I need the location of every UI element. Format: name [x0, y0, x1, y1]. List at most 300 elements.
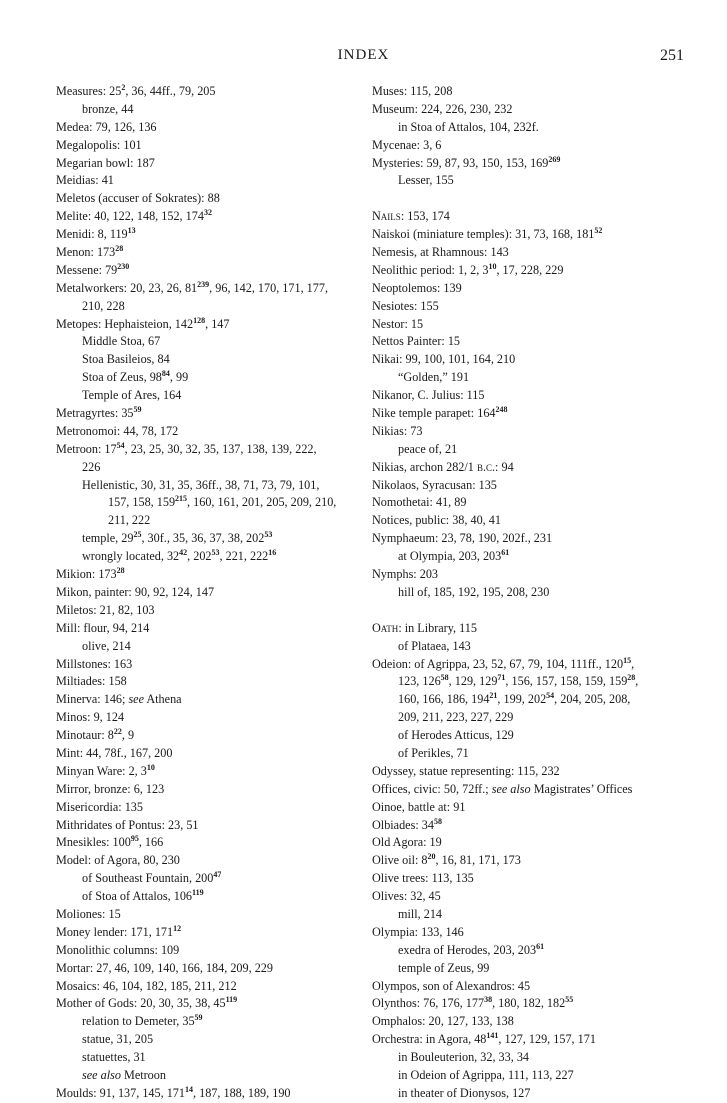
footnote-ref: 13 — [127, 226, 136, 236]
index-subentry — [372, 673, 702, 691]
entry-text: of Southeast Fountain, 200 — [82, 871, 214, 886]
index-entry — [56, 745, 361, 763]
footnote-ref: 230 — [117, 261, 130, 271]
entry-text: in Odeion of Agrippa, 111, 113, 227 — [398, 1067, 574, 1082]
entry-text: Mnesikles: 100 — [56, 835, 131, 850]
entry-text: in Bouleuterion, 32, 33, 34 — [398, 1050, 530, 1065]
footnote-ref: 53 — [264, 530, 273, 540]
entry-text: , 129, 129 — [448, 674, 498, 689]
entry-text: Mill: flour, 94, 214 — [56, 620, 150, 635]
entry-text: Model: of Agora, 80, 230 — [56, 853, 180, 868]
footnote-ref: 28 — [115, 244, 124, 254]
index-entry — [372, 1031, 702, 1049]
entry-text: , 156, 157, 158, 159, 159 — [505, 674, 628, 689]
index-entry — [56, 960, 361, 978]
page-header — [0, 44, 727, 70]
index-entry — [372, 477, 702, 495]
index-entry — [56, 834, 361, 852]
index-entry — [372, 978, 702, 996]
index-entry — [372, 817, 702, 835]
footnote-ref: 54 — [546, 691, 555, 701]
index-entry — [372, 799, 702, 817]
index-subentry — [56, 1013, 361, 1031]
entry-text: peace of, 21 — [398, 441, 458, 456]
index-entry — [372, 852, 702, 870]
entry-text: statuettes, 31 — [82, 1050, 146, 1065]
footnote-ref: 10 — [146, 762, 155, 772]
index-entry — [372, 566, 702, 584]
entry-text: Messene: 79 — [56, 262, 118, 277]
index-entry — [56, 280, 361, 298]
section-gap — [372, 602, 702, 620]
index-entry — [56, 1085, 361, 1103]
entry-text: 123, 126 — [398, 674, 441, 689]
footnote-ref: 95 — [130, 834, 139, 844]
entry-text: Measures: 25 — [56, 84, 122, 98]
index-subentry — [372, 1049, 702, 1067]
index-entry — [372, 333, 702, 351]
index-entry — [56, 817, 361, 835]
index-entry — [372, 137, 702, 155]
footnote-ref: 47 — [213, 870, 222, 880]
index-subentry — [372, 638, 702, 656]
entry-text: Moliones: 15 — [56, 906, 121, 921]
entry-text: Olbiades: 34 — [372, 817, 434, 832]
footnote-ref: 61 — [536, 941, 545, 951]
index-subentry — [56, 298, 361, 316]
footnote-ref: 20 — [427, 852, 436, 862]
index-subentry — [372, 441, 702, 459]
page-title: INDEX — [337, 47, 390, 63]
entry-text: , 9 — [121, 728, 135, 743]
entry-text: Metopes: Hephaisteion, 142 — [56, 316, 194, 331]
index-entry — [372, 387, 702, 405]
entry-text: Nettos Painter: 15 — [372, 334, 461, 349]
index-entry — [372, 781, 702, 799]
entry-text: Nymphaeum: 23, 78, 190, 202f., 231 — [372, 531, 553, 546]
entry-text: in theater of Dionysos, 127 — [398, 1085, 531, 1100]
entry-text: Mithridates of Pontus: 23, 51 — [56, 817, 199, 832]
index-subentry — [372, 960, 702, 978]
index-entry — [56, 172, 361, 190]
cross-reference: see also — [82, 1067, 121, 1082]
footnote-ref: 119 — [192, 888, 204, 898]
entry-text: Lesser, 155 — [398, 173, 454, 188]
index-entry — [372, 83, 702, 101]
index-entry — [56, 119, 361, 137]
index-entry — [56, 262, 361, 280]
entry-text: Meidias: 41 — [56, 173, 114, 188]
entry-text: in Stoa of Attalos, 104, 232f. — [398, 119, 539, 134]
small-caps-text: Oath — [372, 620, 399, 635]
footnote-ref: 71 — [497, 673, 506, 683]
footnote-ref: 14 — [185, 1084, 193, 1094]
entry-text: at Olympia, 203, 203 — [398, 549, 502, 564]
footnote-ref: 28 — [116, 566, 125, 576]
index-entry — [372, 995, 702, 1013]
entry-text: Minotaur: 8 — [56, 728, 114, 743]
index-entry — [56, 244, 361, 262]
index-entry — [56, 942, 361, 960]
footnote-ref: 58 — [433, 816, 442, 826]
index-subentry — [56, 333, 361, 351]
index-entry — [56, 924, 361, 942]
entry-text: Nemesis, at Rhamnous: 143 — [372, 245, 509, 260]
entry-text: Mosaics: 46, 104, 182, 185, 211, 212 — [56, 978, 237, 993]
entry-text: Metragyrtes: 35 — [56, 406, 134, 421]
index-entry — [372, 226, 702, 244]
footnote-ref: 12 — [173, 923, 182, 933]
entry-text: Mikon, painter: 90, 92, 124, 147 — [56, 584, 215, 599]
entry-text: , 99 — [169, 370, 189, 385]
entry-text: statue, 31, 205 — [82, 1032, 154, 1047]
index-subentry — [56, 369, 361, 387]
index-column-left — [56, 83, 361, 1103]
index-subentry — [372, 942, 702, 960]
entry-text: Hellenistic, 30, 31, 35, 36ff., 38, 71, 73, 79, 101, — [82, 477, 320, 492]
index-entry — [372, 280, 702, 298]
entry-text: , 204, 205, 208, — [554, 692, 631, 707]
entry-text: , — [631, 656, 635, 671]
index-entry — [56, 995, 361, 1013]
footnote-ref: 239 — [197, 279, 210, 289]
entry-text: Offices, civic: 50, 72ff.; — [372, 781, 492, 796]
index-entry — [372, 834, 702, 852]
entry-text: of Plataea, 143 — [398, 638, 471, 653]
entry-text: bronze, 44 — [82, 101, 134, 116]
index-entry — [56, 673, 361, 691]
index-subentry — [372, 548, 702, 566]
entry-text: Nikolaos, Syracusan: 135 — [372, 477, 497, 492]
entry-text: Nomothetai: 41, 89 — [372, 495, 467, 510]
index-subentry — [372, 119, 702, 137]
entry-text: Metroon: 17 — [56, 441, 117, 456]
entry-text: Odyssey, statue representing: 115, 232 — [372, 763, 560, 778]
index-entry — [372, 459, 702, 477]
entry-text: Middle Stoa, 67 — [82, 334, 161, 349]
entry-text: Naiskoi (miniature temples): 31, 73, 168, 181 — [372, 227, 595, 242]
footnote-ref: 84 — [161, 369, 170, 379]
entry-text: exedra of Herodes, 203, 203 — [398, 942, 537, 957]
entry-text: Meletos (accuser of Sokrates): 88 — [56, 191, 220, 206]
footnote-ref: 54 — [116, 440, 125, 450]
entry-text: Mycenae: 3, 6 — [372, 137, 442, 152]
index-entry — [56, 405, 361, 423]
entry-text: , — [635, 674, 639, 689]
entry-text: Moulds: 91, 137, 145, 171 — [56, 1085, 185, 1100]
entry-text: Minerva: 146; — [56, 692, 129, 707]
index-subentry — [56, 1031, 361, 1049]
entry-text: Menon: 173 — [56, 245, 116, 260]
index-entry — [372, 316, 702, 334]
index-subentry — [56, 512, 361, 530]
entry-text: , 202 — [187, 549, 212, 564]
footnote-ref: 15 — [623, 655, 632, 665]
index-subentry — [56, 387, 361, 405]
index-entry — [372, 494, 702, 512]
footnote-ref: 10 — [488, 261, 497, 271]
index-entry — [56, 781, 361, 799]
footnote-ref: 59 — [194, 1013, 203, 1023]
entry-text: , 30f., 35, 36, 37, 38, 202 — [141, 531, 265, 546]
index-subentry — [56, 1067, 361, 1085]
entry-text: , 221, 222 — [219, 549, 269, 564]
entry-text: relation to Demeter, 35 — [82, 1014, 195, 1029]
entry-text: , 147 — [205, 316, 230, 331]
index-entry — [56, 602, 361, 620]
footnote-ref: 22 — [113, 727, 122, 737]
footnote-ref: 32 — [203, 208, 212, 218]
index-entry — [56, 620, 361, 638]
index-subentry — [56, 888, 361, 906]
entry-text: 209, 211, 223, 227, 229 — [398, 710, 514, 725]
index-entry — [56, 190, 361, 208]
entry-text: Temple of Ares, 164 — [82, 388, 182, 403]
index-entry — [56, 316, 361, 334]
entry-text: Nikanor, C. Julius: 115 — [372, 388, 485, 403]
entry-text: Minos: 9, 124 — [56, 710, 125, 725]
entry-text: hill of, 185, 192, 195, 208, 230 — [398, 584, 550, 599]
entry-text: Mother of Gods: 20, 30, 35, 38, 45 — [56, 996, 226, 1011]
entry-text: , 127, 129, 157, 171 — [498, 1032, 596, 1047]
index-entry — [56, 83, 361, 101]
footnote-ref: 21 — [489, 691, 498, 701]
entry-text: Misericordia: 135 — [56, 799, 143, 814]
entry-text: Nestor: 15 — [372, 316, 424, 331]
entry-text: 160, 166, 186, 194 — [398, 692, 490, 707]
entry-text: , 17, 228, 229 — [496, 262, 564, 277]
index-entry — [56, 423, 361, 441]
footnote-ref: 59 — [133, 405, 142, 415]
index-subentry — [372, 172, 702, 190]
index-entry — [372, 620, 702, 638]
entry-text: , 16, 81, 171, 173 — [435, 853, 521, 868]
index-entry — [372, 888, 702, 906]
index-subentry — [56, 548, 361, 566]
entry-text: Medea: 79, 126, 136 — [56, 119, 157, 134]
index-entry — [56, 208, 361, 226]
index-entry — [372, 1013, 702, 1031]
index-column-right — [372, 83, 702, 1103]
index-entry — [56, 799, 361, 817]
index-subentry — [372, 1067, 702, 1085]
index-subentry — [56, 494, 361, 512]
entry-text: “Golden,” 191 — [398, 370, 470, 385]
footnote-ref: 61 — [501, 548, 510, 558]
index-subentry — [56, 530, 361, 548]
index-entry — [372, 924, 702, 942]
entry-text: Orchestra: in Agora, 48 — [372, 1032, 487, 1047]
entry-text: Mint: 44, 78f., 167, 200 — [56, 745, 173, 760]
index-entry — [372, 101, 702, 119]
index-entry — [372, 262, 702, 280]
entry-text: Olympia: 133, 146 — [372, 924, 464, 939]
index-entry — [56, 709, 361, 727]
entry-text: Miltiades: 158 — [56, 674, 127, 689]
index-entry — [372, 656, 702, 674]
index-subentry — [372, 584, 702, 602]
entry-text: Neolithic period: 1, 2, 3 — [372, 262, 489, 277]
entry-text: : in Library, 115 — [398, 620, 477, 635]
entry-text: Magistrates’ Offices — [530, 781, 633, 796]
entry-text: of Stoa of Attalos, 106 — [82, 889, 193, 904]
footnote-ref: 55 — [565, 995, 574, 1005]
entry-text: Nymphs: 203 — [372, 567, 439, 582]
entry-text: Metalworkers: 20, 23, 26, 81 — [56, 280, 198, 295]
entry-text: Muses: 115, 208 — [372, 84, 453, 98]
entry-text: Nikias, archon 282/1 — [372, 459, 477, 474]
cross-reference: see also — [491, 781, 531, 796]
entry-text: 210, 228 — [82, 298, 125, 313]
index-subentry — [372, 691, 702, 709]
index-subentry — [56, 101, 361, 119]
footnote-ref: 248 — [495, 405, 508, 415]
index-subentry — [56, 459, 361, 477]
index-entry — [56, 906, 361, 924]
index-subentry — [372, 906, 702, 924]
entry-text: , 36, 44ff., 79, 205 — [125, 84, 216, 98]
section-gap — [372, 190, 702, 208]
entry-text: Athena — [144, 692, 182, 707]
index-entry — [56, 656, 361, 674]
index-entry — [56, 978, 361, 996]
entry-text: Neoptolemos: 139 — [372, 280, 462, 295]
entry-text: Mysteries: 59, 87, 93, 150, 153, 169 — [372, 155, 549, 170]
index-entry — [56, 155, 361, 173]
entry-text: Metronomoi: 44, 78, 172 — [56, 423, 179, 438]
index-entry — [372, 870, 702, 888]
entry-text: Millstones: 163 — [56, 656, 133, 671]
entry-text: 211, 222 — [108, 513, 151, 528]
index-entry — [56, 566, 361, 584]
entry-text: Money lender: 171, 171 — [56, 924, 174, 939]
entry-text: , 160, 161, 201, 205, 209, 210, — [187, 495, 337, 510]
entry-text: Olympos, son of Alexandros: 45 — [372, 978, 531, 993]
index-entry — [56, 226, 361, 244]
entry-text: temple, 29 — [82, 531, 134, 546]
entry-text: , 180, 182, 182 — [492, 996, 566, 1011]
entry-text: Nesiotes: 155 — [372, 298, 439, 313]
entry-text: Olive trees: 113, 135 — [372, 871, 474, 886]
footnote-ref: 38 — [484, 995, 493, 1005]
entry-text: of Herodes Atticus, 129 — [398, 728, 514, 743]
index-entry — [56, 852, 361, 870]
entry-text: Mirror, bronze: 6, 123 — [56, 781, 165, 796]
entry-text: 226 — [82, 459, 101, 474]
index-entry — [372, 298, 702, 316]
index-entry — [372, 351, 702, 369]
index-subentry — [372, 727, 702, 745]
index-subentry — [56, 1049, 361, 1067]
index-entry — [372, 530, 702, 548]
entry-text: Old Agora: 19 — [372, 835, 442, 850]
entry-text: Megalopolis: 101 — [56, 137, 142, 152]
entry-text: : 153, 174 — [400, 209, 450, 224]
index-entry — [56, 727, 361, 745]
index-subentry — [372, 369, 702, 387]
index-entry — [56, 584, 361, 602]
entry-text: Nike temple parapet: 164 — [372, 406, 496, 421]
footnote-ref: 215 — [175, 494, 188, 504]
footnote-ref: 141 — [486, 1031, 499, 1041]
entry-text: , 96, 142, 170, 171, 177, — [209, 280, 328, 295]
small-caps-text: Nails — [372, 209, 401, 224]
index-entry — [56, 763, 361, 781]
index-entry — [56, 137, 361, 155]
footnote-ref: 53 — [211, 548, 220, 558]
entry-text: Metroon — [120, 1067, 166, 1082]
entry-text: Nikias: 73 — [372, 423, 423, 438]
page-number: 251 — [660, 47, 684, 64]
entry-text: Olives: 32, 45 — [372, 889, 441, 904]
entry-text: , 166 — [138, 835, 164, 850]
entry-text: Mikion: 173 — [56, 567, 117, 582]
index-subentry — [56, 638, 361, 656]
index-subentry — [372, 745, 702, 763]
entry-text: , 23, 25, 30, 32, 35, 137, 138, 139, 222, — [124, 441, 317, 456]
entry-text: 157, 158, 159 — [108, 495, 176, 510]
entry-text: Megarian bowl: 187 — [56, 155, 155, 170]
index-entry — [372, 244, 702, 262]
index-entry — [372, 208, 702, 226]
entry-text: , 199, 202 — [497, 692, 547, 707]
index-entry — [372, 405, 702, 423]
entry-text: mill, 214 — [398, 906, 443, 921]
entry-text: Olynthos: 76, 176, 177 — [372, 996, 485, 1011]
footnote-ref: 128 — [193, 315, 206, 325]
entry-text: Miletos: 21, 82, 103 — [56, 602, 155, 617]
entry-text: olive, 214 — [82, 638, 131, 653]
footnote-ref: 25 — [133, 530, 142, 540]
index-entry — [56, 441, 361, 459]
footnote-ref: 2 — [121, 83, 126, 92]
index-entry — [56, 691, 361, 709]
entry-text: : 94 — [495, 459, 514, 474]
entry-text: Monolithic columns: 109 — [56, 942, 180, 957]
entry-text: Museum: 224, 226, 230, 232 — [372, 101, 513, 116]
entry-text: wrongly located, 32 — [82, 549, 180, 564]
entry-text: Melite: 40, 122, 148, 152, 174 — [56, 209, 204, 224]
entry-text: Stoa Basileios, 84 — [82, 352, 170, 367]
small-caps-text: b.c. — [476, 459, 496, 474]
index-subentry — [372, 1085, 702, 1103]
index-subentry — [372, 709, 702, 727]
index-subentry — [56, 351, 361, 369]
footnote-ref: 269 — [548, 154, 561, 164]
entry-text: , 187, 188, 189, 190 — [193, 1085, 291, 1100]
footnote-ref: 42 — [179, 548, 188, 558]
index-entry — [372, 512, 702, 530]
entry-text: Nikai: 99, 100, 101, 164, 210 — [372, 352, 516, 367]
footnote-ref: 28 — [627, 673, 636, 683]
entry-text: Minyan Ware: 2, 3 — [56, 763, 147, 778]
footnote-ref: 58 — [440, 673, 449, 683]
index-subentry — [56, 870, 361, 888]
entry-text: Olive oil: 8 — [372, 853, 428, 868]
cross-reference: see — [128, 692, 144, 707]
entry-text: Mortar: 27, 46, 109, 140, 166, 184, 209, 229 — [56, 960, 273, 975]
entry-text: Oinoe, battle at: 91 — [372, 799, 466, 814]
index-entry — [372, 155, 702, 173]
footnote-ref: 16 — [268, 548, 277, 558]
entry-text: Menidi: 8, 119 — [56, 227, 128, 242]
footnote-ref: 52 — [594, 226, 603, 236]
index-subentry — [56, 477, 361, 495]
index-entry — [372, 423, 702, 441]
entry-text: Omphalos: 20, 127, 133, 138 — [372, 1014, 514, 1029]
entry-text: Odeion: of Agrippa, 23, 52, 67, 79, 104, 111ff., 120 — [372, 656, 624, 671]
footnote-ref: 119 — [225, 995, 238, 1005]
